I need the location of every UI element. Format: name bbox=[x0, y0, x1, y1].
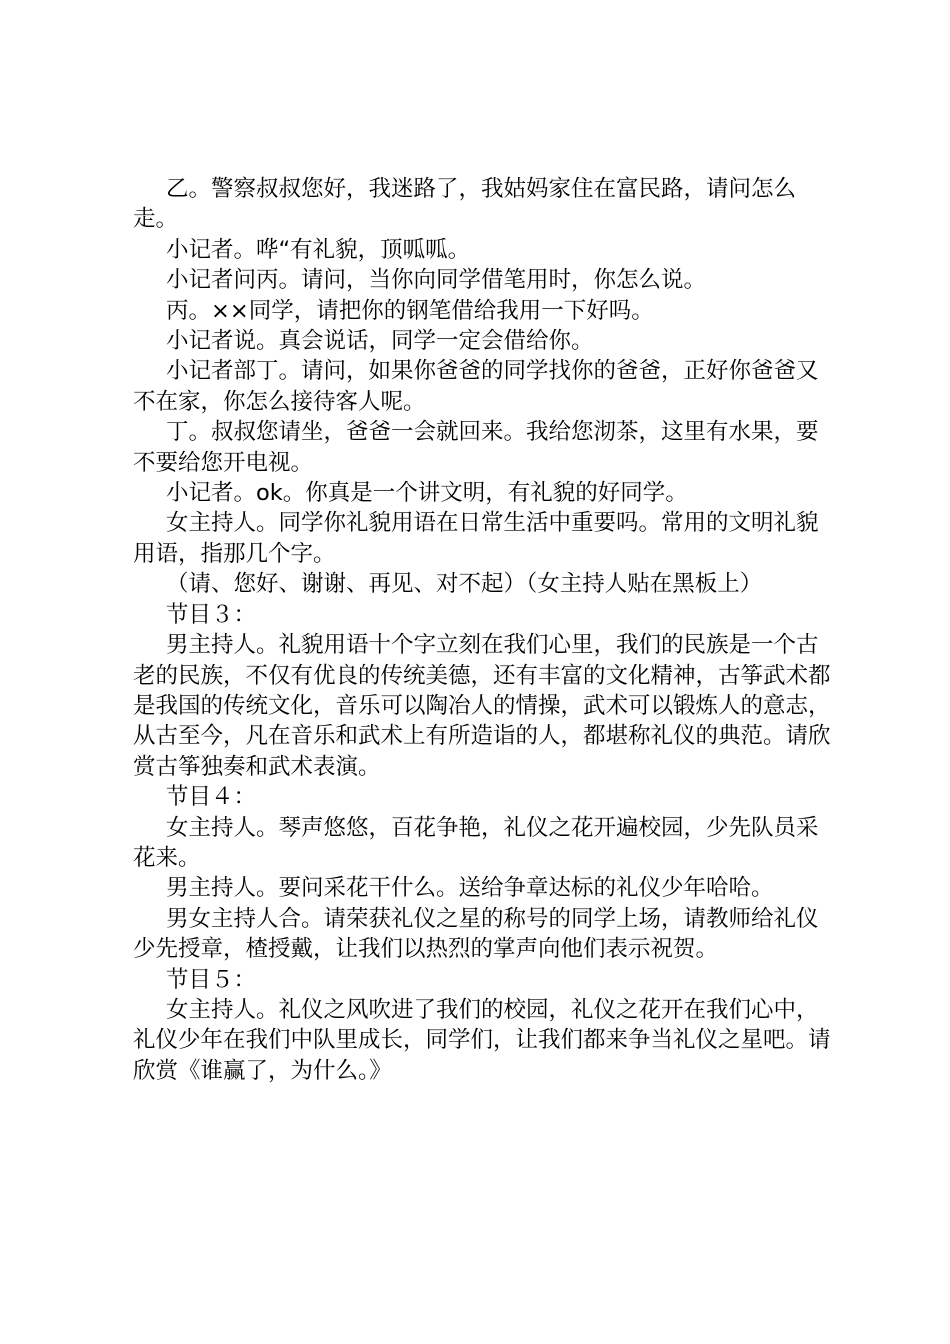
paragraph-9: 女主持人。同学你礼貌用语在日常生活中重要吗。常用的文明礼貌用语，指那几个字。 bbox=[133, 510, 819, 567]
section-heading-5: 节目５： bbox=[166, 966, 257, 993]
document-body bbox=[133, 174, 833, 1086]
paragraph-3: 小记者问丙。请问，当你向同学借笔用时，你怎么说。 bbox=[166, 267, 707, 294]
paragraph-4: 丙。××同学，请把你的钢笔借给我用一下好吗。 bbox=[166, 297, 654, 324]
paragraph-2: 小记者。哗“有礼貌，顶呱呱。 bbox=[166, 236, 471, 263]
paragraph-8: 小记者。ok。你真是一个讲文明，有礼貌的好同学。 bbox=[166, 480, 688, 507]
paragraph-16: 男女主持人合。请荣获礼仪之星的称号的同学上场，请教师给礼仪少先授章，楂授戴，让我们以热烈的掌声向他们表示祝贺。 bbox=[133, 905, 819, 963]
section-heading-4: 节目４： bbox=[166, 784, 257, 811]
paragraph-7: 丁。叔叔您请坐，爸爸一会就回来。我给您沏茶，这里有水果，要不要给您开电视。 bbox=[133, 419, 819, 476]
paragraph-12: 男主持人。礼貌用语十个字立刻在我们心里，我们的民族是一个古老的民族，不仅有优良的传统美德，还有丰富的文化精神，古筝武术都是我国的传统文化，音乐可以陶冶人的情操，武术可以锻炼人的意志，从古至今，凡在音乐和武术上有所造诣的人，都堪称礼仪的典范。请欣赏古筝独奏和武术表演。 bbox=[133, 632, 831, 780]
section-heading-3: 节目３： bbox=[166, 601, 257, 628]
paragraph-18: 女主持人。礼仪之风吹进了我们的校园，礼仪之花开在我们心中，礼仪少年在我们中队里成长，同学们，让我们都来争当礼仪之星吧。请欣赏《谁赢了，为什么。》 bbox=[133, 996, 831, 1084]
paragraph-10: （请、您好、谢谢、再见、对不起）（女主持人贴在黑板上） bbox=[166, 571, 763, 598]
paragraph-5: 小记者说。真会说话，同学一定会借给你。 bbox=[166, 328, 594, 355]
paragraph-15: 男主持人。要问采花干什么。送给争章达标的礼仪少年哈哈。 bbox=[166, 875, 774, 902]
paragraph-14: 女主持人。琴声悠悠，百花争艳，礼仪之花开遍校园，少先队员采花来。 bbox=[133, 814, 819, 871]
paragraph-6: 小记者部丁。请问，如果你爸爸的同学找你的爸爸，正好你爸爸又不在家，你怎么接待客人呢。 bbox=[133, 358, 819, 415]
paragraph-1: 乙。警察叔叔您好，我迷路了，我姑妈家住在富民路，请问怎么走。 bbox=[133, 176, 797, 233]
